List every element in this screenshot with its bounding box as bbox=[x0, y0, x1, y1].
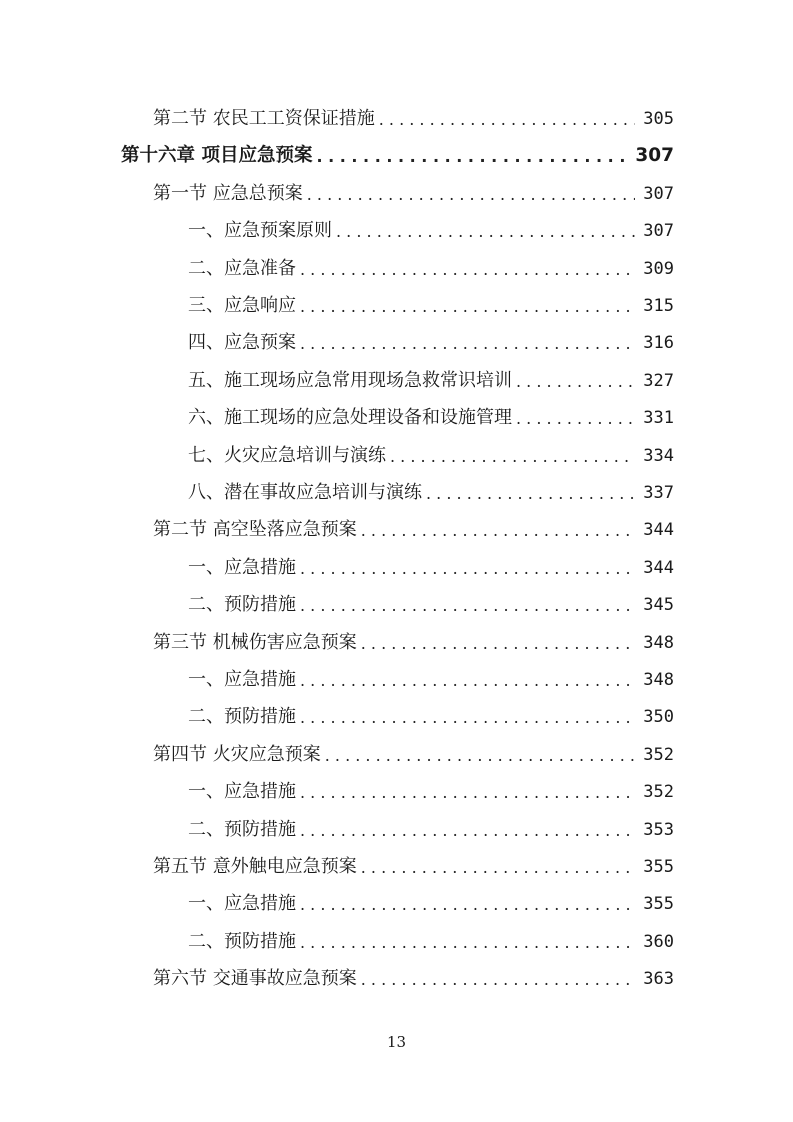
toc-entry-page: 344 bbox=[643, 520, 674, 541]
toc-entry-page: 353 bbox=[643, 819, 674, 840]
toc-item-entry[interactable] bbox=[188, 474, 674, 504]
toc-section-entry[interactable] bbox=[153, 624, 674, 654]
toc-entry-label: 第六节 交通事故应急预案 bbox=[153, 968, 357, 990]
toc-entry-label: 四、应急预案 bbox=[188, 332, 296, 354]
dot-leader bbox=[379, 110, 636, 130]
toc-item-entry[interactable] bbox=[188, 287, 674, 317]
toc-item-entry[interactable] bbox=[188, 399, 674, 429]
toc-item-entry[interactable] bbox=[188, 811, 674, 841]
toc-entry-label: 第五节 意外触电应急预案 bbox=[153, 856, 357, 877]
toc-entry-page: 348 bbox=[643, 632, 674, 653]
toc-entry-page: 334 bbox=[643, 445, 674, 466]
toc-item-entry[interactable] bbox=[188, 773, 674, 803]
toc-entry-label: 第一节 应急总预案 bbox=[153, 182, 303, 204]
dot-leader bbox=[361, 521, 636, 541]
dot-leader bbox=[300, 933, 635, 953]
toc-section-entry[interactable] bbox=[153, 511, 674, 541]
toc-entry-page: 350 bbox=[643, 707, 674, 728]
toc-entry-page: 305 bbox=[643, 109, 674, 129]
toc-entry-label: 八、潜在事故应急培训与演练 bbox=[188, 482, 422, 503]
toc-entry-label: 二、应急准备 bbox=[188, 257, 296, 279]
toc-entry-page: 315 bbox=[643, 296, 674, 316]
toc-entry-page: 352 bbox=[643, 744, 674, 765]
dot-leader bbox=[300, 821, 635, 841]
toc-item-entry[interactable] bbox=[188, 661, 674, 691]
toc-entry-label: 二、预防措施 bbox=[188, 706, 296, 728]
toc-entry-page: 360 bbox=[643, 931, 674, 952]
toc-entry-label: 一、应急措施 bbox=[188, 556, 296, 578]
dot-leader bbox=[516, 372, 635, 392]
toc-entry-label: 二、预防措施 bbox=[188, 818, 296, 840]
dot-leader bbox=[300, 596, 635, 616]
toc-entry-page: 327 bbox=[643, 370, 674, 391]
toc-item-entry[interactable] bbox=[188, 586, 674, 616]
toc-entry-label: 二、预防措施 bbox=[188, 594, 296, 616]
dot-leader bbox=[516, 409, 635, 429]
dot-leader bbox=[390, 447, 635, 467]
toc-section-entry[interactable] bbox=[153, 100, 674, 130]
toc-entry-page: 307 bbox=[643, 183, 674, 204]
page-number: 13 bbox=[386, 1033, 407, 1051]
dot-leader bbox=[300, 260, 635, 280]
toc-item-entry[interactable] bbox=[188, 923, 674, 953]
dot-leader bbox=[300, 334, 635, 354]
dot-leader bbox=[336, 222, 635, 242]
toc-item-entry[interactable] bbox=[188, 437, 674, 467]
toc-entry-label: 第二节 高空坠落应急预案 bbox=[153, 519, 357, 541]
toc-entry-page: 331 bbox=[643, 408, 674, 429]
toc-chapter-entry[interactable] bbox=[121, 137, 674, 167]
toc-entry-label: 第二节 农民工工资保证措施 bbox=[153, 108, 375, 129]
toc-item-entry[interactable] bbox=[188, 250, 674, 280]
toc-item-entry[interactable] bbox=[188, 549, 674, 579]
toc-item-entry[interactable] bbox=[188, 885, 674, 915]
dot-leader bbox=[300, 559, 635, 579]
toc-entry-page: 345 bbox=[643, 595, 674, 616]
dot-leader bbox=[307, 185, 636, 205]
toc-entry-label: 第三节 机械伤害应急预案 bbox=[153, 631, 357, 653]
toc-entry-label: 一、应急预案原则 bbox=[188, 220, 332, 242]
toc-entry-page: 344 bbox=[643, 557, 674, 578]
toc-entry-page: 316 bbox=[643, 333, 674, 354]
toc-entry-page: 337 bbox=[643, 483, 674, 503]
dot-leader bbox=[300, 297, 635, 317]
toc-entry-label: 一、应急措施 bbox=[188, 893, 296, 915]
toc-entry-label: 七、火灾应急培训与演练 bbox=[188, 444, 386, 466]
toc-entry-label: 第十六章 项目应急预案 bbox=[121, 145, 313, 167]
dot-leader bbox=[300, 783, 635, 803]
toc-entry-label: 第四节 火灾应急预案 bbox=[153, 743, 321, 765]
dot-leader bbox=[361, 634, 636, 654]
toc-entry-label: 一、应急措施 bbox=[188, 781, 296, 803]
toc-section-entry[interactable] bbox=[153, 736, 674, 766]
toc-entry-page: 352 bbox=[643, 782, 674, 803]
toc-section-entry[interactable] bbox=[153, 960, 674, 990]
toc-item-entry[interactable] bbox=[188, 698, 674, 728]
dot-leader bbox=[300, 708, 635, 728]
dot-leader bbox=[325, 746, 636, 766]
dot-leader bbox=[316, 147, 627, 167]
toc-entry-page: 307 bbox=[635, 145, 674, 167]
dot-leader bbox=[300, 895, 635, 915]
toc-entry-label: 三、应急响应 bbox=[188, 295, 296, 316]
toc-entry-label: 二、预防措施 bbox=[188, 930, 296, 952]
toc-item-entry[interactable] bbox=[188, 362, 674, 392]
toc-entry-page: 355 bbox=[643, 857, 674, 877]
toc-entry-label: 五、施工现场应急常用现场急救常识培训 bbox=[188, 369, 512, 391]
toc-entry-label: 一、应急措施 bbox=[188, 669, 296, 690]
dot-leader bbox=[361, 970, 636, 990]
toc-entry-page: 309 bbox=[643, 258, 674, 279]
toc-section-entry[interactable] bbox=[153, 175, 674, 205]
toc-entry-page: 355 bbox=[643, 894, 674, 915]
toc-section-entry[interactable] bbox=[153, 848, 674, 878]
toc-entry-page: 363 bbox=[643, 969, 674, 990]
toc-item-entry[interactable] bbox=[188, 324, 674, 354]
toc-entry-page: 307 bbox=[643, 221, 674, 242]
toc-item-entry[interactable] bbox=[188, 212, 674, 242]
dot-leader bbox=[426, 484, 635, 504]
dot-leader bbox=[361, 858, 636, 878]
dot-leader bbox=[300, 671, 635, 691]
toc-entry-page: 348 bbox=[643, 670, 674, 690]
toc-entry-label: 六、施工现场的应急处理设备和设施管理 bbox=[188, 407, 512, 429]
